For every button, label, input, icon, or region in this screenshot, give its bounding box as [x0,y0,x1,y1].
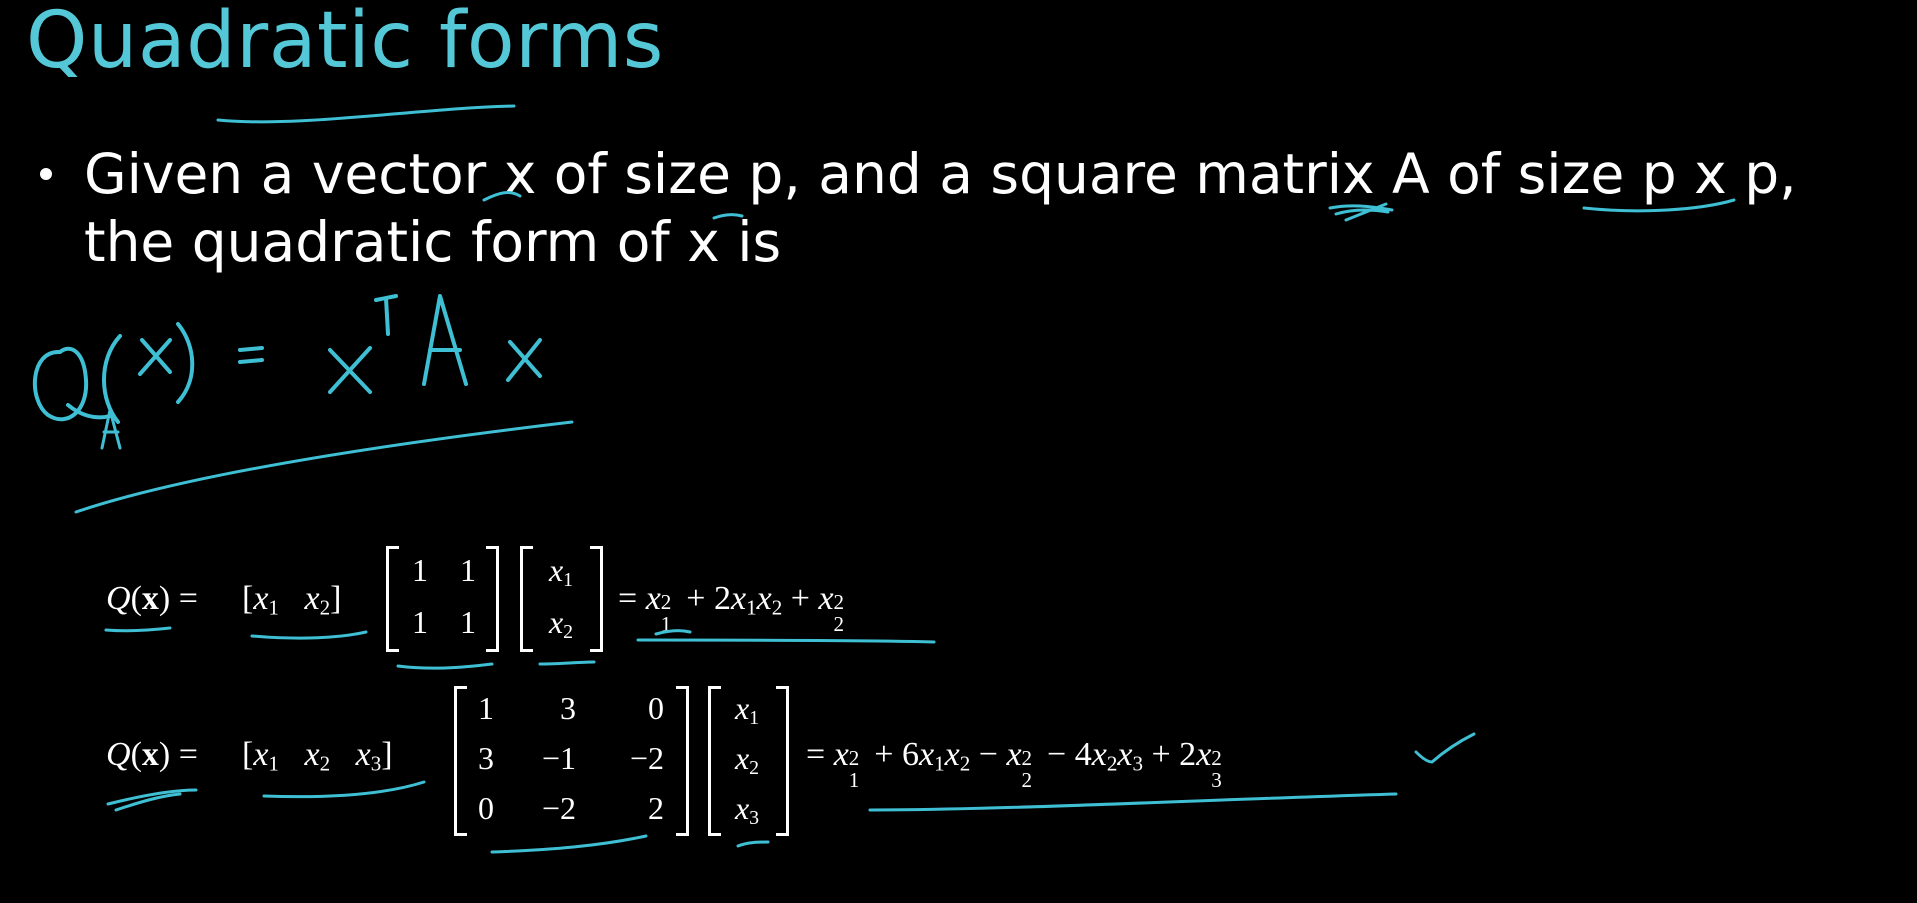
ex2-matrix-underline [492,836,646,852]
matrix-2-cell: −2 [541,790,576,826]
ex1-row-underline [252,632,366,638]
matrix-2-cell: −1 [541,740,576,776]
ex1-matrix-underline [398,664,492,668]
hw-T [376,296,396,334]
matrix-2-cell: 0 [648,690,664,726]
matrix-2-cell: 2 [648,790,664,826]
col-vector-1-right-bracket [590,546,603,652]
hw-x2 [330,348,370,392]
ex2-Q-underline [108,790,196,810]
matrix-2-cell: 0 [478,790,494,826]
hw-A-subscript [102,410,120,448]
matrix-2-cell: 1 [478,690,494,726]
col-vector-1-left-bracket [520,546,533,652]
slide-title: Quadratic forms [26,0,664,86]
checkmark-icon [1416,734,1474,762]
col-vector-2-cell: $x_2$ [734,740,760,779]
bullet-text: Given a vector x of size p, and a square matrix A of size p x p, the quadratic form of x is [84,142,1797,274]
hw-A [424,296,466,384]
title-underline-stroke [218,106,514,122]
col-vector-2-right-bracket [776,686,789,836]
hw-close-paren [178,324,192,402]
hw-open-paren [104,336,120,422]
matrix-1-cell: 1 [412,604,428,640]
bullet-dot-icon [40,168,52,180]
ex2-row-underline [264,782,424,797]
col-vector-2-left-bracket [708,686,721,836]
matrix-1-cell: 1 [460,552,476,588]
matrix-1-right-bracket [486,546,499,652]
matrix-2-cell: 3 [478,740,494,776]
hw-Q [35,349,110,420]
ex2-result-underline [870,794,1396,810]
hw-equals [240,348,262,362]
matrix-2-cell: 3 [560,690,576,726]
ex1-result-underline [638,640,934,642]
handwritten-formula [35,296,540,448]
hw-x1 [140,340,170,374]
hw-x3 [508,340,540,380]
example-2-row-vector: [$x_1$ $x_2$ $x_3$] [242,736,393,776]
matrix-1-cell: 1 [412,552,428,588]
col-vector-2-cell: $x_3$ [734,790,760,829]
matrix-1-left-bracket [386,546,399,652]
example-2-result: = x 2 1 + $6x_1x_2 - x$ 2 2 − $4x_2x_3 + 2x$ 2 3 [806,736,1222,793]
ex1-Q-underline [106,628,170,631]
col-vector-2-cell: $x_1$ [734,690,760,729]
example-1-result: = x 2 1 + $2x_1x_2 + x$ 2 2 [618,580,845,637]
ex1-col-underline [540,662,594,664]
col-vector-1-cell: $x_1$ [548,552,574,591]
ex2-col-underline [738,842,768,846]
matrix-2-right-bracket [676,686,689,836]
example-1-row-vector: [$x_1$ $x_2$] [242,580,342,620]
matrix-1-cell: 1 [460,604,476,640]
example-1-lhs: Q(x) = [106,580,198,617]
formula-underline-stroke [76,422,572,512]
example-2-lhs: Q(x) = [106,736,198,773]
matrix-2-cell: −2 [629,740,664,776]
col-vector-1-cell: $x_2$ [548,604,574,643]
